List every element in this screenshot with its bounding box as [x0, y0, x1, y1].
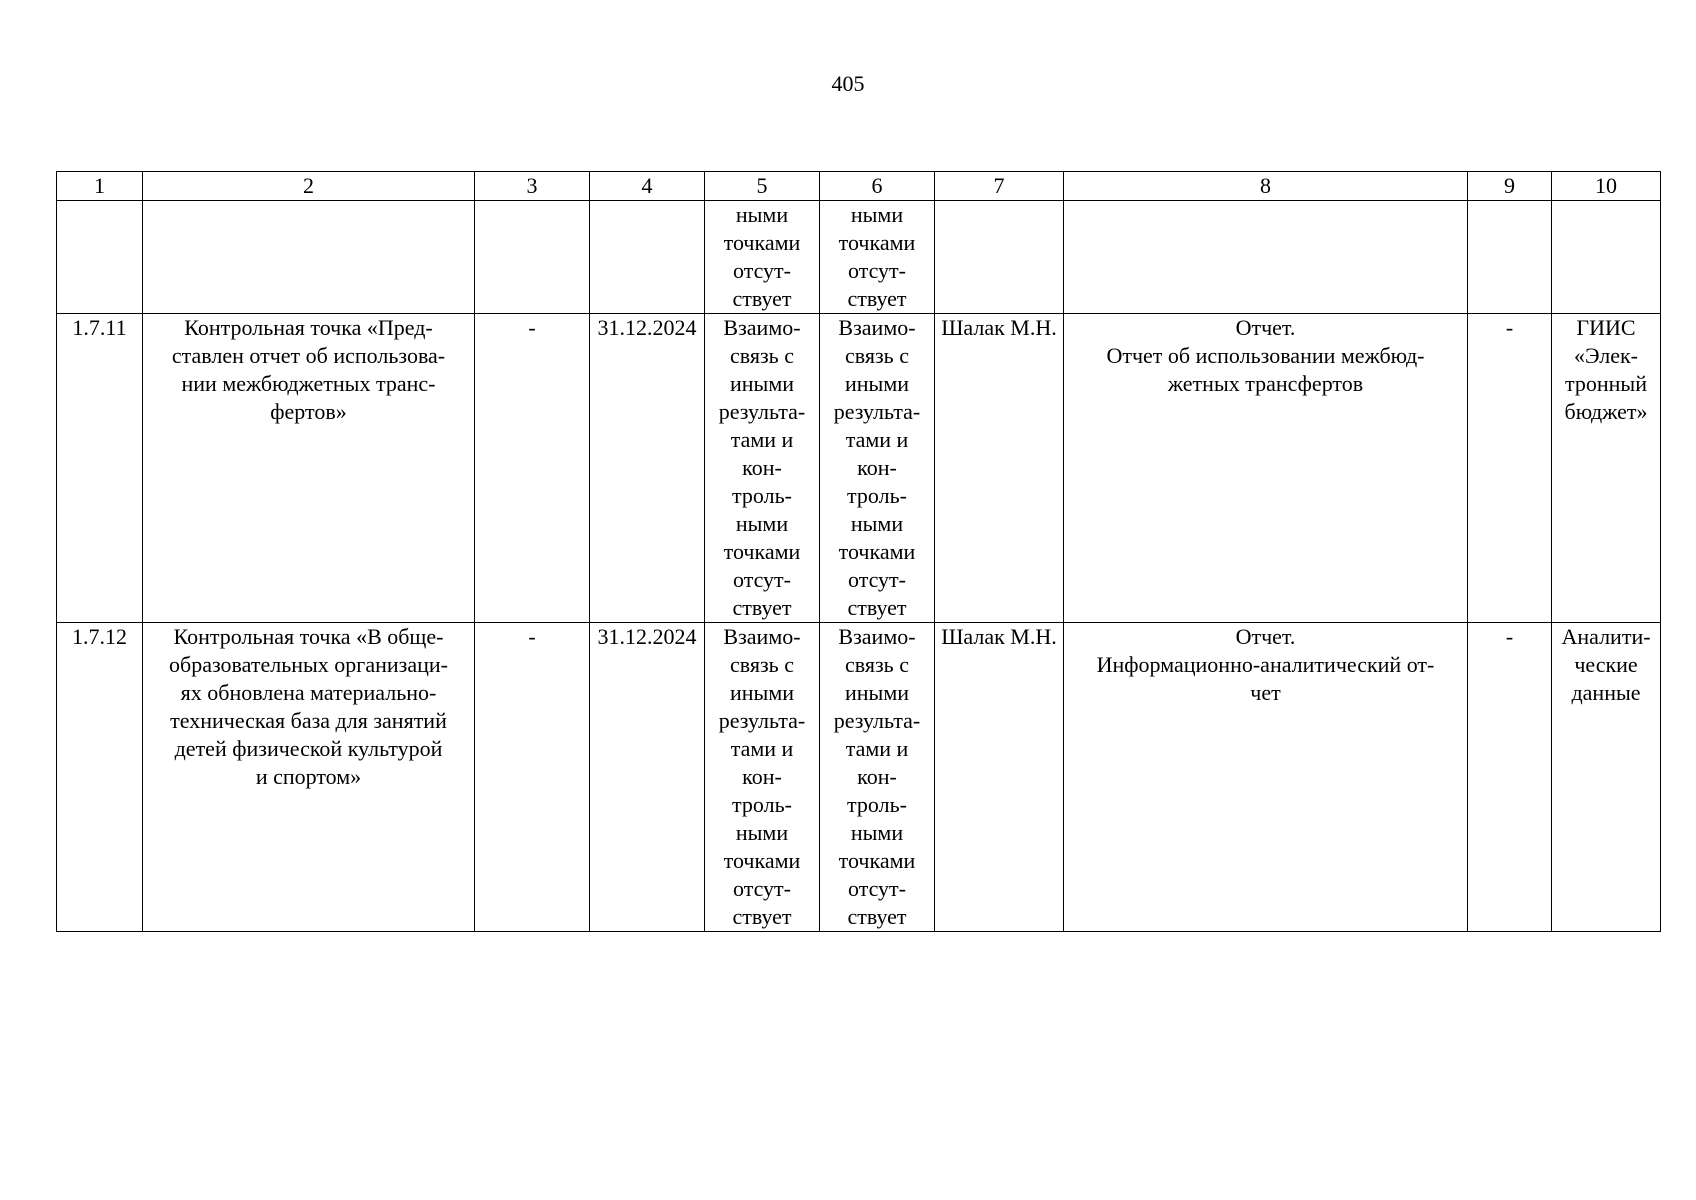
cell-line: Шалак М.Н. [941, 624, 1057, 649]
cell-line: ными [850, 202, 904, 227]
cell-line: отсут- [732, 258, 791, 283]
cell-line: Отчет. [1235, 315, 1296, 340]
cell-col5 [705, 623, 820, 932]
cell-document [1064, 314, 1468, 623]
cell-line: Контрольная точка «Пред- [184, 315, 433, 340]
cell-col9 [1468, 623, 1552, 932]
cell-line: точками [723, 539, 801, 564]
table-header-row [57, 172, 1661, 201]
cell-col3 [475, 623, 590, 932]
cell-line: Взаимо- [838, 315, 916, 340]
cell-line: - [1505, 315, 1514, 340]
cell-line: результа- [833, 399, 921, 424]
cell-line: точками [838, 848, 916, 873]
column-number-7: 7 [935, 172, 1064, 201]
cell-date [590, 314, 705, 623]
cell-line: 1.7.12 [72, 624, 127, 649]
cell-line: чет [1250, 680, 1281, 705]
cell-line: троль- [732, 483, 792, 508]
cell-date [590, 623, 705, 932]
cell-line: отсут- [732, 567, 791, 592]
cell-line: Отчет. [1235, 624, 1296, 649]
cell-line: тами и [845, 736, 909, 761]
cell-line: ными [735, 511, 789, 536]
column-number-8: 8 [1064, 172, 1468, 201]
cell-line: ях обновлена материально- [180, 680, 437, 705]
cell-line: ными [735, 202, 789, 227]
cell-col6 [820, 201, 935, 314]
cell-line: иными [844, 371, 910, 396]
cell-line: иными [729, 680, 795, 705]
cell-line: - [528, 315, 536, 340]
cell-line: ствует [847, 286, 907, 311]
cell-date [590, 201, 705, 314]
cell-line: отсут- [847, 258, 906, 283]
column-number-6: 6 [820, 172, 935, 201]
table-row-continuation [57, 201, 1661, 314]
cell-line: связь с [730, 343, 794, 368]
cell-line: результа- [833, 708, 921, 733]
cell-number [57, 314, 143, 623]
cell-line: Отчет об использовании межбюд- [1106, 343, 1425, 368]
column-number-10: 10 [1552, 172, 1661, 201]
cell-source [1552, 314, 1661, 623]
cell-line: и спортом» [255, 764, 362, 789]
cell-line: «Элек- [1574, 343, 1638, 368]
cell-col6 [820, 314, 935, 623]
cell-line: - [1505, 624, 1514, 649]
cell-line: данные [1571, 680, 1641, 705]
cell-line: ствует [732, 904, 792, 929]
cell-line: 31.12.2024 [597, 624, 697, 649]
cell-source [1552, 623, 1661, 932]
cell-line: троль- [847, 792, 907, 817]
cell-line: ными [735, 820, 789, 845]
cell-line: отсут- [732, 876, 791, 901]
cell-line: кон- [857, 455, 897, 480]
cell-line: фертов» [270, 399, 347, 424]
cell-line: жетных трансфертов [1167, 371, 1364, 396]
cell-line: бюджет» [1564, 399, 1648, 424]
cell-line: ствует [732, 286, 792, 311]
cell-line: образовательных организаци- [169, 652, 448, 677]
cell-col9 [1468, 201, 1552, 314]
table-row-1-7-12 [57, 623, 1661, 932]
cell-number [57, 623, 143, 932]
cell-line: троль- [847, 483, 907, 508]
cell-line: кон- [742, 764, 782, 789]
cell-line: связь с [845, 652, 909, 677]
page-number: 405 [831, 71, 865, 96]
cell-responsible [935, 314, 1064, 623]
cell-line: троль- [732, 792, 792, 817]
cell-line: ными [850, 820, 904, 845]
cell-line: 1.7.11 [72, 315, 127, 340]
cell-responsible [935, 201, 1064, 314]
cell-document [1064, 201, 1468, 314]
cell-line: кон- [742, 455, 782, 480]
cell-name [143, 314, 475, 623]
cell-line: отсут- [847, 876, 906, 901]
plan-table [56, 171, 1661, 932]
cell-line: результа- [718, 708, 806, 733]
cell-line: детей физической культурой [174, 736, 443, 761]
table-row-1-7-11 [57, 314, 1661, 623]
cell-line: ствует [732, 595, 792, 620]
cell-line: ствует [847, 904, 907, 929]
cell-line: ными [850, 511, 904, 536]
cell-col9 [1468, 314, 1552, 623]
cell-line: ГИИС [1576, 315, 1636, 340]
cell-col3 [475, 201, 590, 314]
cell-line: связь с [845, 343, 909, 368]
cell-line: нии межбюджетных транс- [181, 371, 436, 396]
cell-source [1552, 201, 1661, 314]
cell-col5 [705, 314, 820, 623]
column-number-9: 9 [1468, 172, 1552, 201]
cell-line: ставлен отчет об использова- [171, 343, 446, 368]
cell-line: точками [723, 230, 801, 255]
cell-line: - [528, 624, 536, 649]
column-number-5: 5 [705, 172, 820, 201]
cell-col3 [475, 314, 590, 623]
cell-line: Шалак М.Н. [941, 315, 1057, 340]
cell-line: связь с [730, 652, 794, 677]
table-body [57, 201, 1661, 932]
column-number-1: 1 [57, 172, 143, 201]
column-number-3: 3 [475, 172, 590, 201]
column-number-4: 4 [590, 172, 705, 201]
cell-line: техническая база для занятий [170, 708, 447, 733]
cell-line: Аналити- [1561, 624, 1651, 649]
cell-document [1064, 623, 1468, 932]
cell-name [143, 623, 475, 932]
cell-line: кон- [857, 764, 897, 789]
cell-line: точками [723, 848, 801, 873]
cell-line: 31.12.2024 [597, 315, 697, 340]
cell-responsible [935, 623, 1064, 932]
cell-line: тами и [730, 427, 794, 452]
cell-line: Информационно-аналитический от- [1096, 652, 1435, 677]
cell-col5 [705, 201, 820, 314]
cell-number [57, 201, 143, 314]
cell-line: Взаимо- [723, 315, 801, 340]
cell-line: Взаимо- [723, 624, 801, 649]
column-number-2: 2 [143, 172, 475, 201]
cell-line: тами и [730, 736, 794, 761]
cell-line: точками [838, 230, 916, 255]
cell-line: отсут- [847, 567, 906, 592]
cell-name [143, 201, 475, 314]
cell-line: ческие [1574, 652, 1638, 677]
cell-line: тронный [1565, 371, 1647, 396]
cell-line: Взаимо- [838, 624, 916, 649]
cell-line: Контрольная точка «В обще- [173, 624, 444, 649]
cell-line: тами и [845, 427, 909, 452]
cell-line: иными [844, 680, 910, 705]
cell-line: результа- [718, 399, 806, 424]
cell-line: ствует [847, 595, 907, 620]
cell-line: иными [729, 371, 795, 396]
cell-col6 [820, 623, 935, 932]
cell-line: точками [838, 539, 916, 564]
